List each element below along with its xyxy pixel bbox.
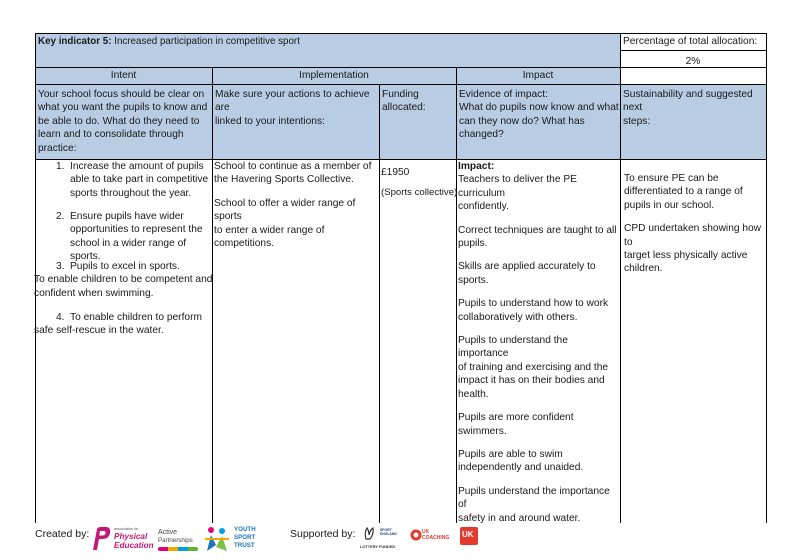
sustainability-prompt: Sustainability and suggested next steps:	[623, 89, 753, 127]
intent-item-1: 1. Increase the amount of pupils able to take part in competitive sports throughout the year.	[56, 161, 209, 199]
active-partnerships-logo: Active Partnerships	[158, 525, 204, 553]
evidence-prompt: Evidence of impact: What do pupils now know and what can they now do? What has changed?	[459, 89, 619, 141]
afpe-mark-icon	[90, 526, 112, 552]
funding-amount: £1950	[381, 167, 410, 178]
list-number: 3.	[56, 261, 65, 272]
list-number: 4.	[56, 312, 65, 323]
list-number: 1.	[56, 161, 65, 172]
percentage-label: Percentage of total allocation:	[623, 36, 758, 47]
indicator-title	[38, 35, 618, 48]
lottery-funded-logo: SPORT ENGLAND LOTTERY FUNDED	[360, 528, 397, 549]
percentage-value: 2%	[685, 56, 701, 67]
column-header-implementation: Implementation	[299, 70, 369, 81]
youth-sport-trust-logo: YOUTH SPORT TRUST	[204, 523, 264, 557]
sustainability-text: To ensure PE can be differentiated to a range of pupils in our school. CPD undertaken showing how to target less physically active children.	[624, 173, 762, 275]
footer	[0, 522, 800, 560]
impact-heading: Impact:	[458, 161, 495, 172]
indicator-text: Increased participation in competitive sport	[111, 36, 300, 47]
column-header-intent: Intent	[110, 70, 137, 81]
list-number: 2.	[56, 211, 65, 222]
yst-figures-icon	[204, 525, 230, 553]
indicator-label: Key indicator 5:	[38, 36, 112, 47]
implementation-text: School to continue as a member of the Havering Sports Collective. School to offer a wider range of sports to enter a wider range of competitions.	[214, 161, 372, 250]
implementation-prompt: Make sure your actions to achieve are linked to your intentions:	[215, 89, 370, 127]
intent-item-4: 4. To enable children to perform safe self-rescue in the water.	[34, 312, 202, 337]
supported-by-label: Supported by:	[290, 528, 356, 540]
partnerships-dots-icon	[158, 547, 198, 551]
created-by-label: Created by:	[35, 528, 90, 540]
intent-item-3: 3. Pupils to excel in sports. To enable children to be competent and confident when swimming.	[34, 261, 213, 299]
lottery-crossed-fingers-icon	[362, 526, 376, 540]
uk-coaching-mark-icon	[410, 529, 422, 541]
funding-text	[381, 166, 457, 200]
afpe-logo: association for Physical Education	[90, 524, 154, 554]
uk-badge-logo: UK	[460, 527, 478, 545]
intent-prompt: Your school focus should be clear on what you want the pupils to know and be able to do. What do they need to learn and to consolidate through practice:	[38, 89, 208, 154]
funding-prompt: Funding allocated:	[382, 89, 426, 114]
intent-item-2: 2. Ensure pupils have wider opportunities to represent the school in a wider range of sports.	[56, 211, 203, 263]
column-header-impact: Impact	[522, 70, 554, 81]
impact-text: Impact: Teachers to deliver the PE curriculum confidently. Correct techniques are taught to all pupils. Skills are applied accurately to sports. Pupils to understand how to work collaboratively with others. Pupils to understand the importance of training and exercising and the impact it has on their bodies and health. Pupils are more confident swimmers. Pupils are able to swim independently and unaided. Pupils understand the importance of safety in and around water.	[458, 160, 620, 523]
funding-note: (Sports collective)	[381, 187, 458, 199]
uk-coaching-logo: UK COACHING	[410, 527, 454, 553]
